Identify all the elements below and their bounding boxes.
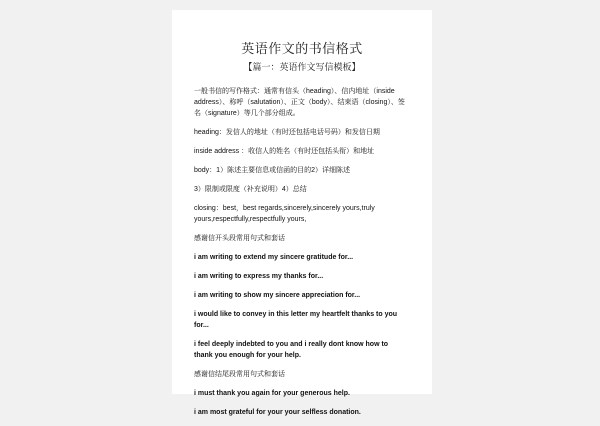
section-heading-closing: 感谢信结尾段常用句式和套话 bbox=[194, 371, 285, 378]
section-heading-opening: 感谢信开头段常用句式和套话 bbox=[194, 235, 285, 242]
sentence-opening-5: i feel deeply indebted to you and i really dont know how to thank you enough for your help. bbox=[194, 341, 389, 359]
sentence-opening-1: i am writing to extend my sincere gratitude for... bbox=[194, 254, 354, 261]
paragraph-body-def: body：1）陈述主要信息或信函的目的2）详细陈述 bbox=[194, 167, 350, 174]
document-title: 英语作文的书信格式 bbox=[241, 42, 363, 57]
paragraph-inside-address-def: inside address ：收信人的姓名（有时还包括头衔）和地址 bbox=[194, 148, 375, 155]
paragraph-body-def-cont: 3）限制或限度（补充说明）4）总结 bbox=[194, 186, 307, 193]
paragraph-intro: 一般书信的写作格式：通常有信头（heading）、信内地址（inside address）、称呼（salutation）、正文（body）、结束语（closing）、签名（signature）等几个部分组成。 bbox=[194, 88, 405, 117]
sentence-opening-4: i would like to convey in this letter my heartfelt thanks to you for... bbox=[194, 311, 398, 329]
document-page bbox=[172, 10, 432, 416]
document-subtitle: 【篇一：英语作文写信模板】 bbox=[243, 63, 361, 73]
sentence-opening-2: i am writing to express my thanks for... bbox=[194, 273, 324, 280]
sentence-closing-1: i must thank you again for your generous help. bbox=[194, 390, 350, 397]
paragraph-closing-def: closing：best，best regards,sincerely,sincerely yours,truly yours,respectfully,respectfully yours, bbox=[194, 205, 375, 223]
document-body bbox=[194, 86, 408, 426]
sentence-closing-2: i am most grateful for your your selfless donation. bbox=[194, 409, 361, 416]
paragraph-heading-def: heading：发信人的地址（有时还包括电话号码）和发信日期 bbox=[194, 129, 380, 136]
sentence-opening-3: i am writing to show my sincere appreciation for... bbox=[194, 292, 361, 299]
